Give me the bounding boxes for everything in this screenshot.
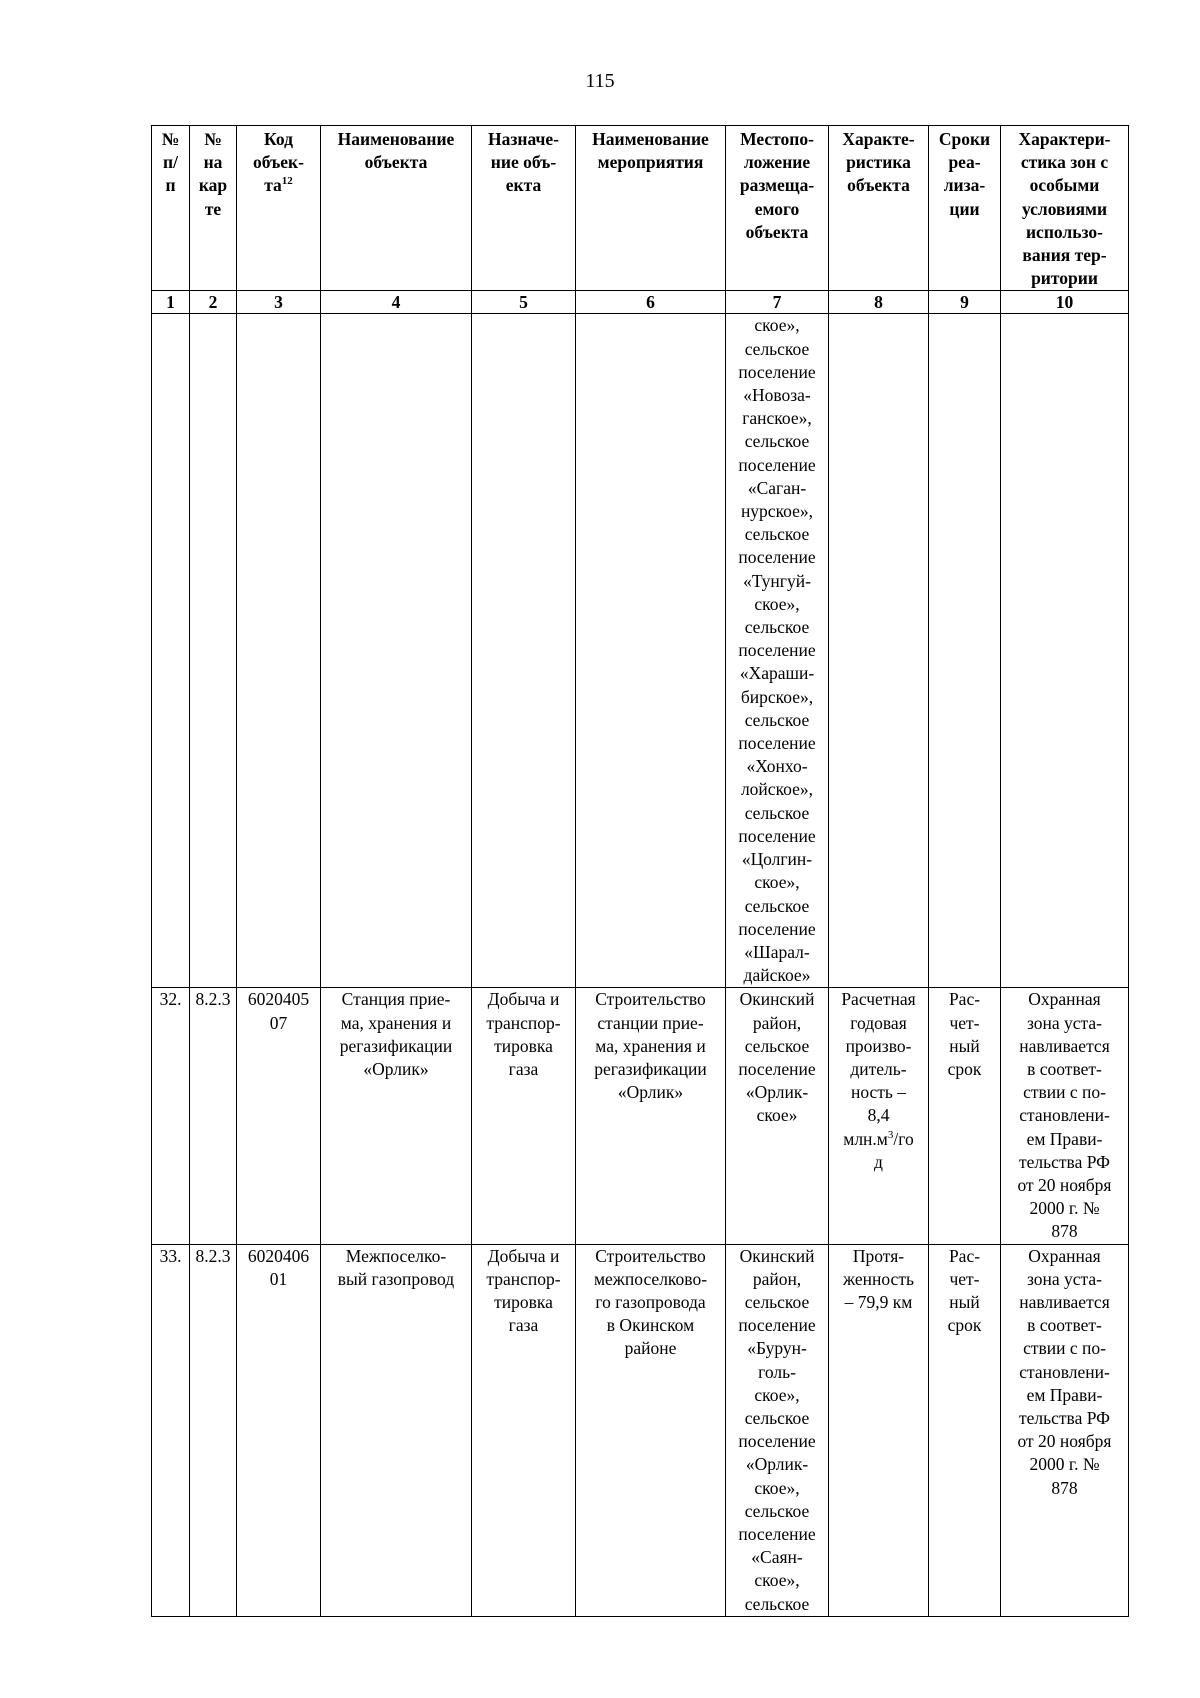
cell-location: ское», сельское поселение «Новоза- ганское», сельское поселение «Саган- нурское», сельское поселение «Тунгуй- ское», сельское поселение «Хараши- бирское», сельское поселение «Хонхо- лойское», сельское поселение «Цолгин- ское», сельское поселение «Шарал- дайское» — [726, 314, 829, 988]
header-cell: Наименование объекта — [321, 126, 472, 291]
cell-characteristic: Расчетная годовая произво- дитель- ность – 8,4 $млн.м^3/го$ д — [829, 988, 929, 1244]
cell-activity — [576, 314, 726, 988]
cell-name: Станция прие- ма, хранения и регазификации «Орлик» — [321, 988, 472, 1244]
cell-name: Межпоселко- вый газопровод — [321, 1244, 472, 1616]
cell-num: 33. — [152, 1244, 190, 1616]
column-number: 2 — [190, 291, 237, 314]
cell-num — [152, 314, 190, 988]
cell-purpose: Добыча и транспор- тировка газа — [472, 1244, 576, 1616]
header-cell: № на кар те — [190, 126, 237, 291]
cell-zones: Охранная зона уста- навливается в соответ- ствии с по- становлени- ем Прави- тельства РФ от 20 ноября 2000 г. № 878 — [1001, 1244, 1129, 1616]
cell-map — [190, 314, 237, 988]
cell-code: 6020405 07 — [237, 988, 321, 1244]
cell-term — [929, 314, 1001, 988]
objects-table — [151, 125, 1129, 1617]
cell-code: 6020406 01 — [237, 1244, 321, 1616]
cell-code — [237, 314, 321, 988]
table-row-33 — [152, 1244, 1129, 1616]
cell-map: 8.2.3 — [190, 988, 237, 1244]
cell-term: Рас- чет- ный срок — [929, 988, 1001, 1244]
cell-purpose: Добыча и транспор- тировка газа — [472, 988, 576, 1244]
footnote-marker: 12 — [281, 175, 293, 188]
cell-num: 32. — [152, 988, 190, 1244]
column-number: 6 — [576, 291, 726, 314]
header-cell: Наименование мероприятия — [576, 126, 726, 291]
column-number: 8 — [829, 291, 929, 314]
page-number: 115 — [585, 70, 615, 92]
cell-zones: Охранная зона уста- навливается в соответ- ствии с по- становлени- ем Прави- тельства РФ от 20 ноября 2000 г. № 878 — [1001, 988, 1129, 1244]
header-cell: Назначе- ние объ- екта — [472, 126, 576, 291]
column-number: 4 — [321, 291, 472, 314]
header-cell: Код объек- $та^{12}$ — [237, 126, 321, 291]
cell-activity: Строительство межпоселково- го газопровода в Окинском районе — [576, 1244, 726, 1616]
column-number: 1 — [152, 291, 190, 314]
cell-purpose — [472, 314, 576, 988]
cell-activity: Строительство станции прие- ма, хранения и регазификации «Орлик» — [576, 988, 726, 1244]
column-number: 9 — [929, 291, 1001, 314]
column-number: 7 — [726, 291, 829, 314]
cell-location: Окинский район, сельское поселение «Орлик- ское» — [726, 988, 829, 1244]
column-number-row — [152, 291, 1129, 314]
cell-characteristic: Протя- женность – 79,9 км — [829, 1244, 929, 1616]
header-cell: Характери- стика зон с особыми условиями использо- вания тер- ритории — [1001, 126, 1129, 291]
column-number: 3 — [237, 291, 321, 314]
header-cell: № п/ п — [152, 126, 190, 291]
table-row-continuation — [152, 314, 1129, 988]
cell-map: 8.2.3 — [190, 1244, 237, 1616]
cell-location: Окинский район, сельское поселение «Бурун- голь- ское», сельское поселение «Орлик- ское», сельское поселение «Саян- ское», сельское — [726, 1244, 829, 1616]
table-row-32 — [152, 988, 1129, 1244]
header-cell: Местопо- ложение размеща- емого объекта — [726, 126, 829, 291]
table-header-row — [152, 126, 1129, 291]
column-number: 5 — [472, 291, 576, 314]
column-number: 10 — [1001, 291, 1129, 314]
cell-name — [321, 314, 472, 988]
cell-term: Рас- чет- ный срок — [929, 1244, 1001, 1616]
cell-zones — [1001, 314, 1129, 988]
header-cell: Характе- ристика объекта — [829, 126, 929, 291]
header-cell: Сроки реа- лиза- ции — [929, 126, 1001, 291]
cell-characteristic — [829, 314, 929, 988]
